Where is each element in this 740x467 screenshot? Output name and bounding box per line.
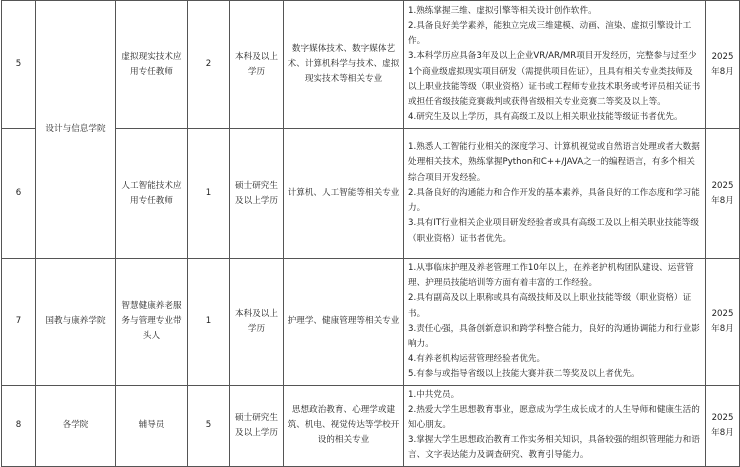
table-row [2, 385, 740, 466]
requirement-item: 1.熟练掌握三维、虚拟引擎等相关设计创作软件。 [408, 5, 597, 16]
count-cell: 5 [188, 385, 230, 466]
requirement-item: 1.从事临床护理及养老管理工作10年以上，在养老护机构团队建设、运营管理、护理员技能培训等方面有着丰富的工作经验。 [408, 263, 694, 289]
row-number: 7 [2, 259, 36, 386]
requirement-item: 2.热爱大学生思想教育事业，愿意成为学生成长成才的人生导师和健康生活的知心朋友。 [408, 404, 700, 431]
requirement-item: 1.熟悉人工智能行业相关的深度学习、计算机视觉或自然语言处理或者大数据处理相关技术，熟练掌握Python和C++/JAVA之一的编程语言，有多个相关综合项目开发经验。 [408, 142, 700, 183]
requirement-item: 3.具有IT行业相关企业项目研发经验者或具有高级工及以上相关职业技能等级（职业资格）证书者优先。 [408, 218, 699, 244]
post-cell: 智慧健康养老服务与管理专业带头人 [116, 259, 188, 386]
requirement-item: 1.中共党员。 [408, 389, 460, 400]
requirements-cell [404, 1, 706, 129]
college-cell: 国教与康养学院 [36, 259, 116, 386]
post-cell: 虚拟现实技术应用专任教师 [116, 1, 188, 129]
date-cell: 2025年8月 [706, 129, 740, 259]
count-cell: 2 [188, 1, 230, 129]
requirement-item: 3.本科学历应具备3年及以上企业VR/AR/MR项目开发经历，完整参与过至少1个商业级虚拟现实项目研发（需提供项目佐证），且具有相关专业类技师及以上职业技能等级（职业资格）证书或工程师专业技术职务或考评员相关证书或担任省级技能竞赛裁判或获得省级相关专业竞赛二等奖及以上等。 [408, 51, 701, 107]
recruitment-table [1, 0, 740, 467]
college-cell: 各学院 [36, 385, 116, 466]
requirement-item: 3.掌握大学生思想政治教育工作实务相关知识，具备较强的组织管理能力和语言、文字表达能力及调查研究、教育引导能力。 [408, 435, 700, 461]
row-number: 6 [2, 129, 36, 259]
row-number: 8 [2, 385, 36, 466]
education-cell: 硕士研究生及以上学历 [230, 385, 284, 466]
requirement-item: 5.有参与或指导省级以上技能大赛并获二等奖及以上者优先。 [408, 369, 640, 380]
education-cell: 硕士研究生及以上学历 [230, 129, 284, 259]
count-cell: 1 [188, 129, 230, 259]
education-cell: 本科及以上学历 [230, 259, 284, 386]
requirement-item: 2.具备良好美学素养，能独立完成三维建模、动画、渲染、虚拟引擎设计工作。 [408, 20, 692, 47]
requirement-item: 2.具备良好的沟通能力和合作开发的基本素养，具备良好的工作态度和学习能力。 [408, 187, 700, 214]
requirement-item: 4.研究生及以上学历，具有高级工及以上相关职业技能等级证书者优先。 [408, 112, 683, 123]
count-cell: 1 [188, 259, 230, 386]
date-cell: 2025年8月 [706, 259, 740, 386]
row-number: 5 [2, 1, 36, 129]
requirements-cell [404, 129, 706, 259]
major-cell: 思想政治教育、心理学或建筑、机电、视觉传达等学校开设的相关专业 [284, 385, 404, 466]
requirement-item: 3.责任心强，具备创新意识和跨学科整合能力，良好的沟通协调能力和行业影响力。 [408, 323, 700, 350]
post-cell: 辅导员 [116, 385, 188, 466]
table-row [2, 259, 740, 386]
requirements-cell [404, 259, 706, 386]
post-cell: 人工智能技术应用专任教师 [116, 129, 188, 259]
date-cell: 2025年8月 [706, 385, 740, 466]
college-cell: 设计与信息学院 [36, 1, 116, 259]
requirement-item: 2.具有副高及以上职称或具有高级技师及以上职业技能等级（职业资格）证书。 [408, 293, 692, 319]
table-row [2, 1, 740, 129]
requirement-item: 4.有养老机构运营管理经验者优先。 [408, 354, 546, 365]
requirements-cell [404, 385, 706, 466]
date-cell: 2025年8月 [706, 1, 740, 129]
major-cell: 数字媒体技术、数字媒体艺术、计算机科学与技术、虚拟现实技术等相关专业 [284, 1, 404, 129]
education-cell: 本科及以上学历 [230, 1, 284, 129]
major-cell: 计算机、人工智能等相关专业 [284, 129, 404, 259]
major-cell: 护理学、健康管理等相关专业 [284, 259, 404, 386]
